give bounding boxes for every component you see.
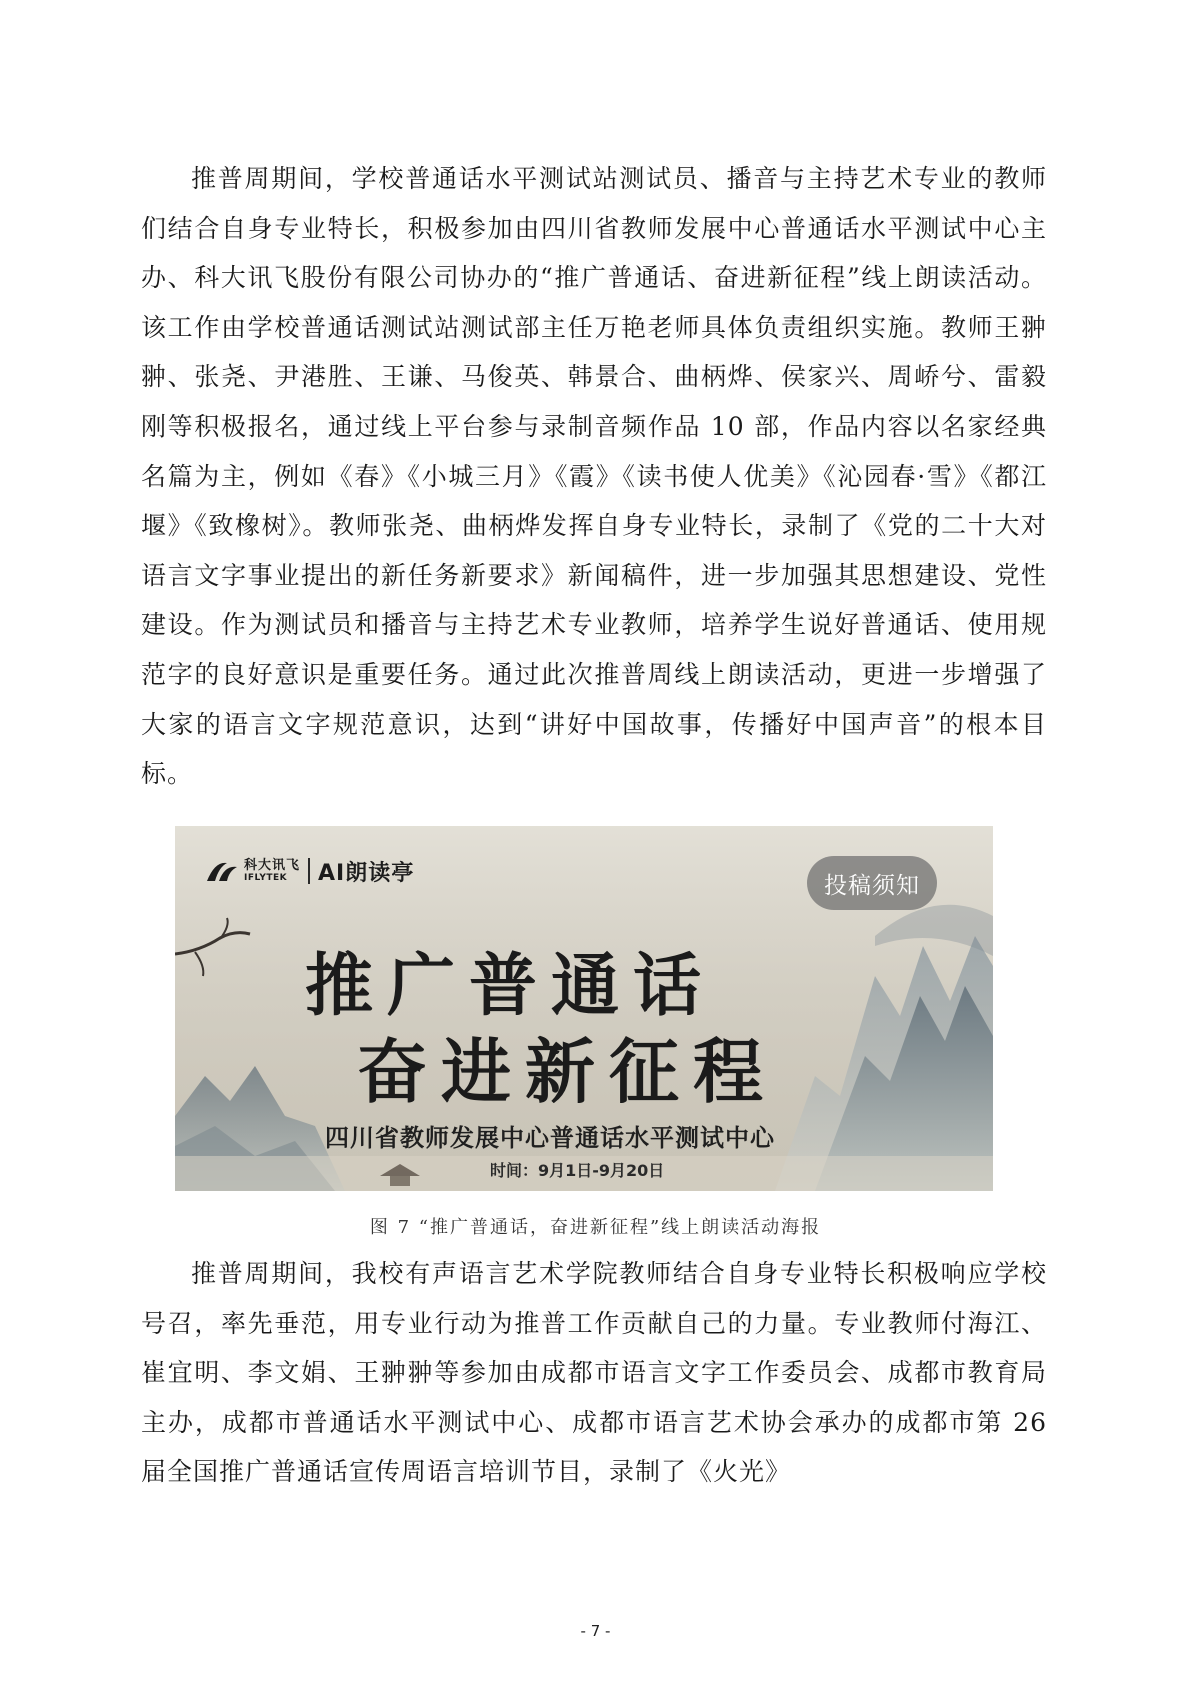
logo-english-text: IFLYTEK bbox=[244, 873, 288, 883]
poster-title-line-2: 奋进新征程 bbox=[357, 1030, 777, 1113]
iflytek-logo bbox=[205, 854, 414, 888]
submission-notice-button: 投稿须知 bbox=[807, 856, 937, 910]
body-paragraph-2: 推普周期间，我校有声语言艺术学院教师结合自身专业特长积极响应学校号召，率先垂范，用专业行动为推普工作贡献自己的力量。专业教师付海江、崔宜明、李文娟、王翀翀等参加由成都市语言文字工作委员会、成都市教育局主办，成都市普通话水平测试中心、成都市语言艺术协会承办的成都市第 26 届全国推广普通话宣传周语言培训节目，录制了《火光》 bbox=[141, 1259, 1047, 1487]
body-paragraph-1: 推普周期间，学校普通话水平测试站测试员、播音与主持艺术专业的教师们结合自身专业特长，积极参加由四川省教师发展中心普通话水平测试中心主办、科大讯飞股份有限公司协办的“推广普通话、奋进新征程”线上朗读活动。该工作由学校普通话测试站测试部主任万艳老师具体负责组织实施。教师王翀翀、张尧、尹港胜、王谦、马俊英、韩景合、曲柄烨、侯家兴、周峤兮、雷毅刚等积极报名，通过线上平台参与录制音频作品 10 部，作品内容以名家经典名篇为主，例如《春》《小城三月》《霞》《读书使人优美》《沁园春·雪》《都江堰》《致橡树》。教师张尧、曲柄烨发挥自身专业特长，录制了《党的二十大对语言文字事业提出的新任务新要求》新闻稿件，进一步加强其思想建设、党性建设。作为测试员和播音与主持艺术专业教师，培养学生说好普通话、使用规范字的良好意识是重要任务。通过此次推普周线上朗读活动，更进一步增强了大家的语言文字规范意识，达到“讲好中国故事，传播好中国声音”的根本目标。 bbox=[141, 164, 1047, 789]
iflytek-logo-icon bbox=[205, 857, 239, 885]
activity-poster-image bbox=[175, 826, 993, 1191]
poster-title-line-1: 推广普通话 bbox=[305, 946, 716, 1026]
logo-separator bbox=[308, 858, 310, 884]
page-number: - 7 - bbox=[580, 1622, 611, 1640]
figure-caption: 图 7 “推广普通话，奋进新征程”线上朗读活动海报 bbox=[369, 1217, 822, 1238]
poster-organizer: 四川省教师发展中心普通话水平测试中心 bbox=[325, 1123, 775, 1152]
app-name: AI朗读亭 bbox=[318, 860, 415, 886]
poster-date: 时间：9月1日-9月20日 bbox=[490, 1161, 665, 1180]
logo-chinese-text: 科大讯飞 bbox=[244, 858, 301, 873]
